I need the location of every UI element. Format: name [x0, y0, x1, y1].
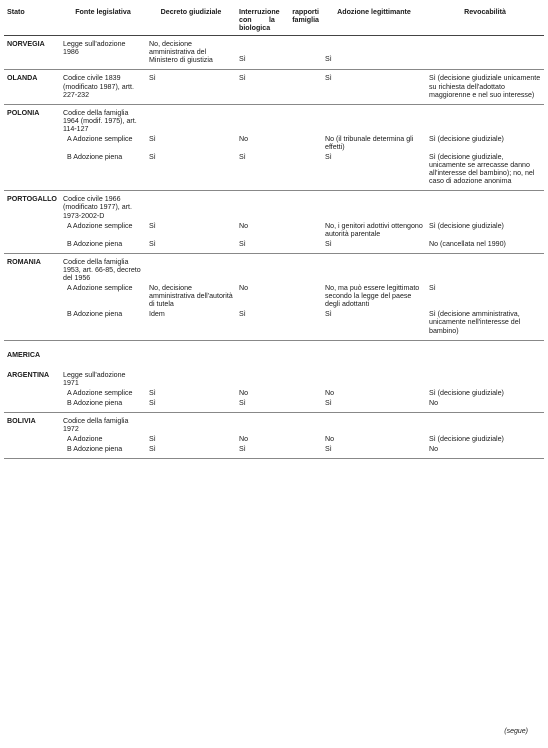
revocabilita-cell: No [426, 444, 544, 459]
decreto-cell: Sì [146, 70, 236, 104]
decreto-cell: No, decisione amministrativa del Ministero di giustizia [146, 36, 236, 70]
table-row-bolivia [4, 412, 544, 434]
table-row-romania-b [4, 309, 544, 340]
fonte-cell: A Adozione semplice [67, 134, 133, 143]
table-row-argentina [4, 367, 544, 388]
table-row-olanda [4, 70, 544, 104]
decreto-cell: Sì [146, 398, 236, 413]
country-name: POLONIA [7, 108, 40, 117]
fonte-cell: Codice della famiglia 1964 (modif. 1975), art. 114-127 [63, 108, 137, 133]
decreto-cell: Sì [146, 239, 236, 254]
revocabilita-cell: Sì (decisione giudiziale) [429, 388, 504, 397]
table-row-bolivia-a [4, 434, 544, 444]
interruzione-cell: No [239, 221, 249, 230]
revocabilita-cell: Sì (decisione amministrativa, unicamente nell'interesse del bambino) [426, 309, 544, 340]
fonte-cell: B Adozione piena [60, 239, 146, 254]
decreto-cell: No, decisione amministrativa dell'autorità di tutela [149, 284, 233, 309]
revocabilita-cell [426, 36, 544, 70]
header-interruzione: Interruzione rapporti con la famiglia biologica [236, 6, 322, 36]
adozione-cell: Sì [322, 239, 426, 254]
adozione-cell: Sì [322, 444, 426, 459]
adozione-cell: No [325, 435, 335, 444]
fonte-cell: A Adozione semplice [67, 388, 133, 397]
table-row-portogallo [4, 191, 544, 221]
revocabilita-cell: Sì (decisione giudiziale unicamente su richiesta dell'adottato maggiorenne e nel suo interesse) [426, 70, 544, 104]
interruzione-cell: No [239, 284, 249, 293]
decreto-cell: Sì [149, 134, 156, 143]
adozione-cell: No [325, 388, 335, 397]
header-revocabilita: Revocabilità [426, 6, 544, 36]
country-name: ARGENTINA [7, 370, 50, 379]
decreto-cell: Sì [146, 152, 236, 191]
adozione-cell [322, 36, 426, 70]
revocabilita-cell: Sì (decisione giudiziale) [429, 134, 504, 143]
adoption-law-table [4, 6, 544, 459]
continued-footnote: (segue) [504, 728, 528, 735]
fonte-cell: Codice della famiglia 1953, art. 66-85, decreto del 1956 [63, 257, 141, 283]
fonte-cell: Codice civile 1839 (modificato 1987), artt. 227-232 [60, 70, 146, 104]
adozione-cell: Sì [322, 70, 426, 104]
adozione-cell: Sì [322, 152, 426, 191]
header-decreto: Decreto giudiziale [146, 6, 236, 36]
interruzione-cell: Sì [236, 239, 322, 254]
table-row-polonia-b [4, 152, 544, 191]
revocabilita-cell: Sì (decisione giudiziale) [429, 221, 504, 230]
fonte-cell: Legge sull'adozione 1986 [60, 36, 146, 70]
interruzione-cell: No [239, 134, 249, 143]
interruzione-cell: Sì [236, 152, 322, 191]
table-row-argentina-a [4, 388, 544, 398]
table-row-romania-a [4, 283, 544, 309]
interruzione-cell: Sì [236, 309, 322, 340]
decreto-cell: Sì [149, 221, 156, 230]
adozione-cell: Sì [322, 398, 426, 413]
adozione-cell: No (il tribunale determina gli effetti) [325, 134, 414, 152]
fonte-cell: B Adozione piena [60, 152, 146, 191]
revocabilita-cell: No [426, 398, 544, 413]
country-name: OLANDA [4, 70, 60, 104]
interruzione-cell: Sì [236, 444, 322, 459]
section-row-america [4, 340, 544, 367]
revocabilita-cell: No (cancellata nel 1990) [426, 239, 544, 254]
country-name: ROMANIA [7, 257, 41, 266]
interruzione-cell: Sì [236, 70, 322, 104]
interruzione-cell: Sì [236, 398, 322, 413]
fonte-cell: Legge sull'adozione 1971 [63, 370, 126, 387]
fonte-cell: A Adozione semplice [67, 221, 133, 230]
interruzione-cell: No [239, 435, 249, 444]
fonte-cell: B Adozione piena [60, 444, 146, 459]
table-row-bolivia-b [4, 444, 544, 459]
country-name: NORVEGIA [4, 36, 60, 70]
interruzione-value: Sì [239, 55, 246, 64]
country-name: BOLIVIA [7, 416, 36, 425]
header-row [4, 6, 544, 36]
decreto-cell: Idem [146, 309, 236, 340]
adozione-cell: Sì [322, 309, 426, 340]
interruzione-cell: No [239, 388, 249, 397]
decreto-cell: Sì [149, 388, 156, 397]
header-fonte: Fonte legislativa [60, 6, 146, 36]
fonte-cell: B Adozione piena [60, 309, 146, 340]
revocabilita-cell: Sì [429, 284, 436, 293]
header-stato: Stato [4, 6, 60, 36]
fonte-cell: A Adozione [67, 435, 103, 444]
decreto-cell: Sì [149, 435, 156, 444]
adozione-cell: No, ma può essere legittimato secondo la legge del paese degli adottanti [325, 284, 420, 309]
adozione-cell: No, i genitori adottivi ottengono autorità parentale [325, 221, 423, 238]
adozione-value: Sì [325, 55, 332, 64]
revocabilita-cell: Sì (decisione giudiziale, unicamente se arrecasse danno all'interesse del bambino); no, nel caso di adozione anonima [426, 152, 544, 191]
interruzione-cell [236, 36, 322, 70]
table-row-polonia [4, 104, 544, 134]
decreto-cell: Sì [146, 444, 236, 459]
fonte-cell: Codice civile 1966 (modificato 1977), art. 1973-2002-D [63, 195, 132, 220]
country-name: PORTOGALLO [7, 195, 57, 204]
revocabilita-cell: Sì (decisione giudiziale) [429, 435, 504, 444]
fonte-cell: A Adozione semplice [67, 284, 133, 293]
fonte-cell: Codice della famiglia 1972 [63, 416, 129, 434]
table-row-norvegia [4, 36, 544, 70]
table-row-romania [4, 253, 544, 283]
section-heading-america: AMERICA [7, 350, 41, 359]
fonte-cell: B Adozione piena [60, 398, 146, 413]
table-row-argentina-b [4, 398, 544, 413]
header-adozione: Adozione legittimante [322, 6, 426, 36]
table-row-polonia-a [4, 134, 544, 152]
table-row-portogallo-b [4, 239, 544, 254]
table-row-portogallo-a [4, 221, 544, 239]
